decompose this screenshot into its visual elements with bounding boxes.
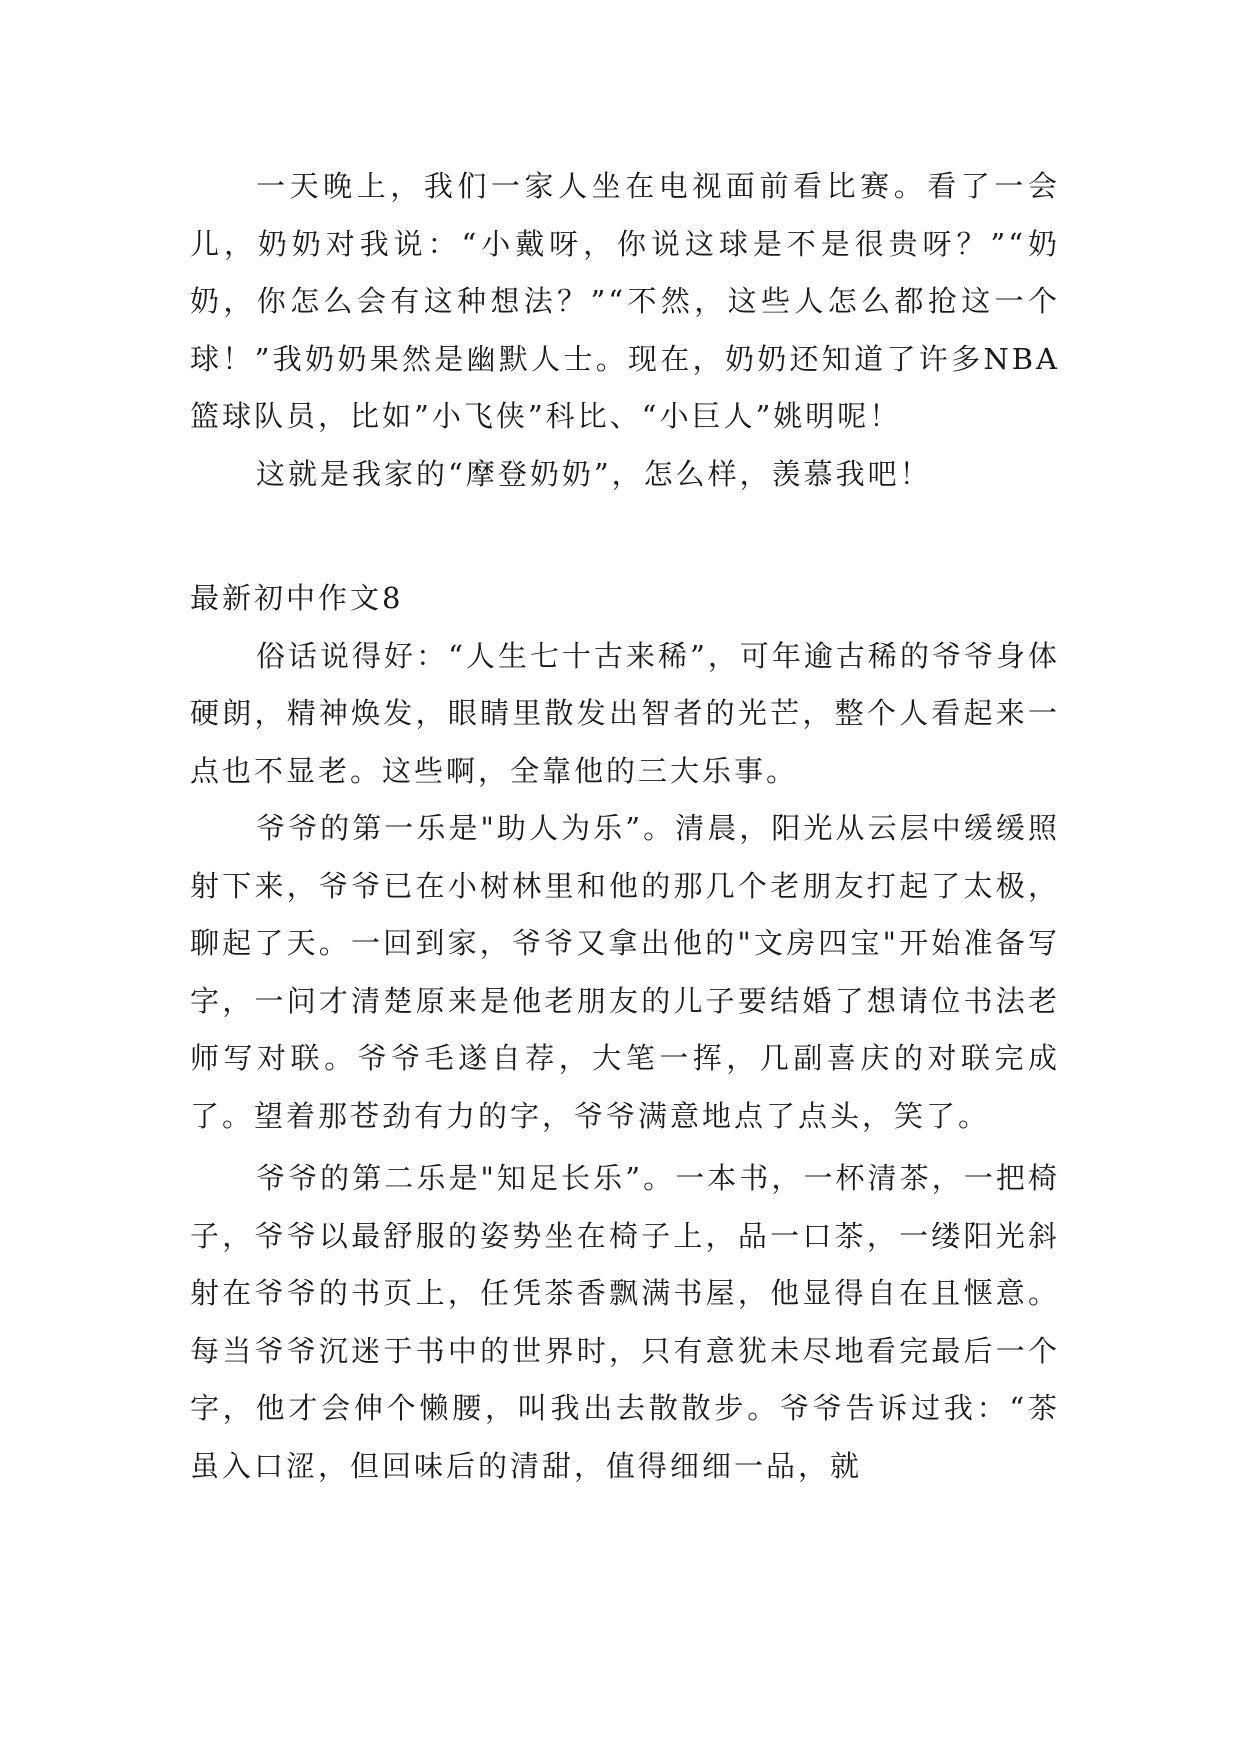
paragraph: 爷爷的第一乐是"助人为乐”。清晨，阳光从云层中缓缓照射下来，爷爷已在小树林里和他的那几个老朋友打起了太极，聊起了天。一回到家，爷爷又拿出他的"文房四宝"开始准备写字，一问才清楚原来是他老朋友的儿子要结婚了想请位书法老师写对联。爷爷毛遂自荐，大笔一挥，几副喜庆的对联完成了。望着那苍劲有力的字，爷爷满意地点了点头，笑了。 (190, 811, 1060, 1133)
essay-section (190, 570, 1060, 1495)
paragraph: 俗话说得好：“人生七十古来稀”，可年逾古稀的爷爷身体硬朗，精神焕发，眼睛里散发出智者的光芒，整个人看起来一点也不显老。这些啊，全靠他的三大乐事。 (190, 638, 1060, 788)
continued-essay-text (190, 158, 1060, 503)
paragraph: 一天晚上，我们一家人坐在电视面前看比赛。看了一会儿，奶奶对我说：“小戴呀，你说这球是不是很贵呀？”“奶奶，你怎么会有这种想法？”“不然，这些人怎么都抢这一个球！”我奶奶果然是幽默人士。现在，奶奶还知道了许多NBA篮球队员，比如”小飞侠”科比、“小巨人”姚明呢！ (190, 169, 1060, 433)
paragraph: 这就是我家的“摩登奶奶”，怎么样，羡慕我吧！ (256, 456, 932, 491)
paragraph: 爷爷的第二乐是"知足长乐”。一本书，一杯清茶，一把椅子，爷爷以最舒服的姿势坐在椅子上，品一口茶，一缕阳光斜射在爷爷的书页上，任凭茶香飘满书屋，他显得自在且惬意。每当爷爷沉迷于书中的世界时，只有意犹未尽地看完最后一个字，他才会伸个懒腰，叫我出去散散步。爷爷告诉过我：“茶虽入口涩，但回味后的清甜，值得细细一品，就 (190, 1161, 1060, 1483)
section-title: 最新初中作文8 (190, 581, 404, 615)
